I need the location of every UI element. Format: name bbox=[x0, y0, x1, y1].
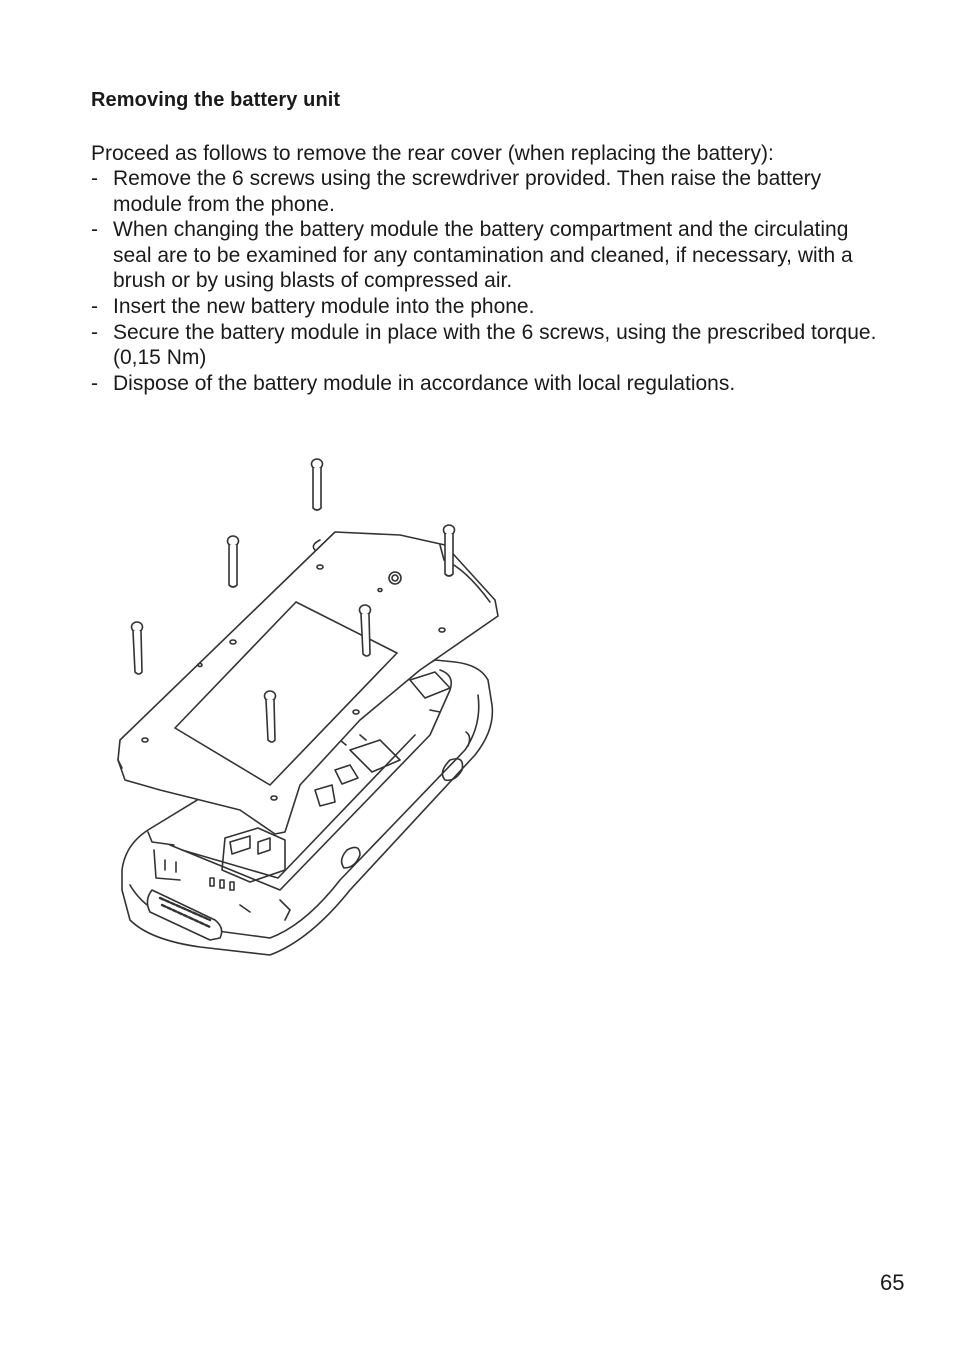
instruction-list bbox=[91, 166, 891, 396]
list-dash: - bbox=[91, 294, 98, 318]
list-item-text: Insert the new battery module into the phone. bbox=[113, 294, 535, 318]
list-dash: - bbox=[91, 371, 98, 395]
page-number: 65 bbox=[880, 1270, 905, 1295]
list-item-text: When changing the battery module the battery compartment and the circulating seal are to be examined for any contamination and cleaned, if necessary, with a brush or by using blasts of compressed air. bbox=[113, 218, 853, 293]
battery-removal-illustration bbox=[110, 450, 510, 970]
intro-paragraph: Proceed as follows to remove the rear cover (when replacing the battery): bbox=[91, 142, 774, 165]
screw-2 bbox=[228, 536, 239, 587]
list-item-text: Secure the battery module in place with the 6 screws, using the prescribed torque. (0,15 Nm) bbox=[113, 320, 877, 370]
list-dash: - bbox=[91, 218, 98, 242]
list-item bbox=[91, 294, 891, 320]
screw-3 bbox=[444, 525, 455, 576]
list-item bbox=[91, 166, 891, 217]
list-item bbox=[91, 371, 891, 397]
list-item-text: Dispose of the battery module in accordance with local regulations. bbox=[113, 371, 736, 395]
list-dash: - bbox=[91, 167, 98, 190]
list-item bbox=[91, 320, 891, 371]
screw-4 bbox=[132, 622, 143, 674]
list-item-text: Remove the 6 screws using the screwdriver provided. Then raise the battery module from the phone. bbox=[113, 167, 822, 216]
section-heading: Removing the battery unit bbox=[91, 89, 341, 111]
list-item bbox=[91, 217, 891, 294]
screw-1 bbox=[312, 459, 323, 510]
list-dash: - bbox=[91, 320, 98, 344]
